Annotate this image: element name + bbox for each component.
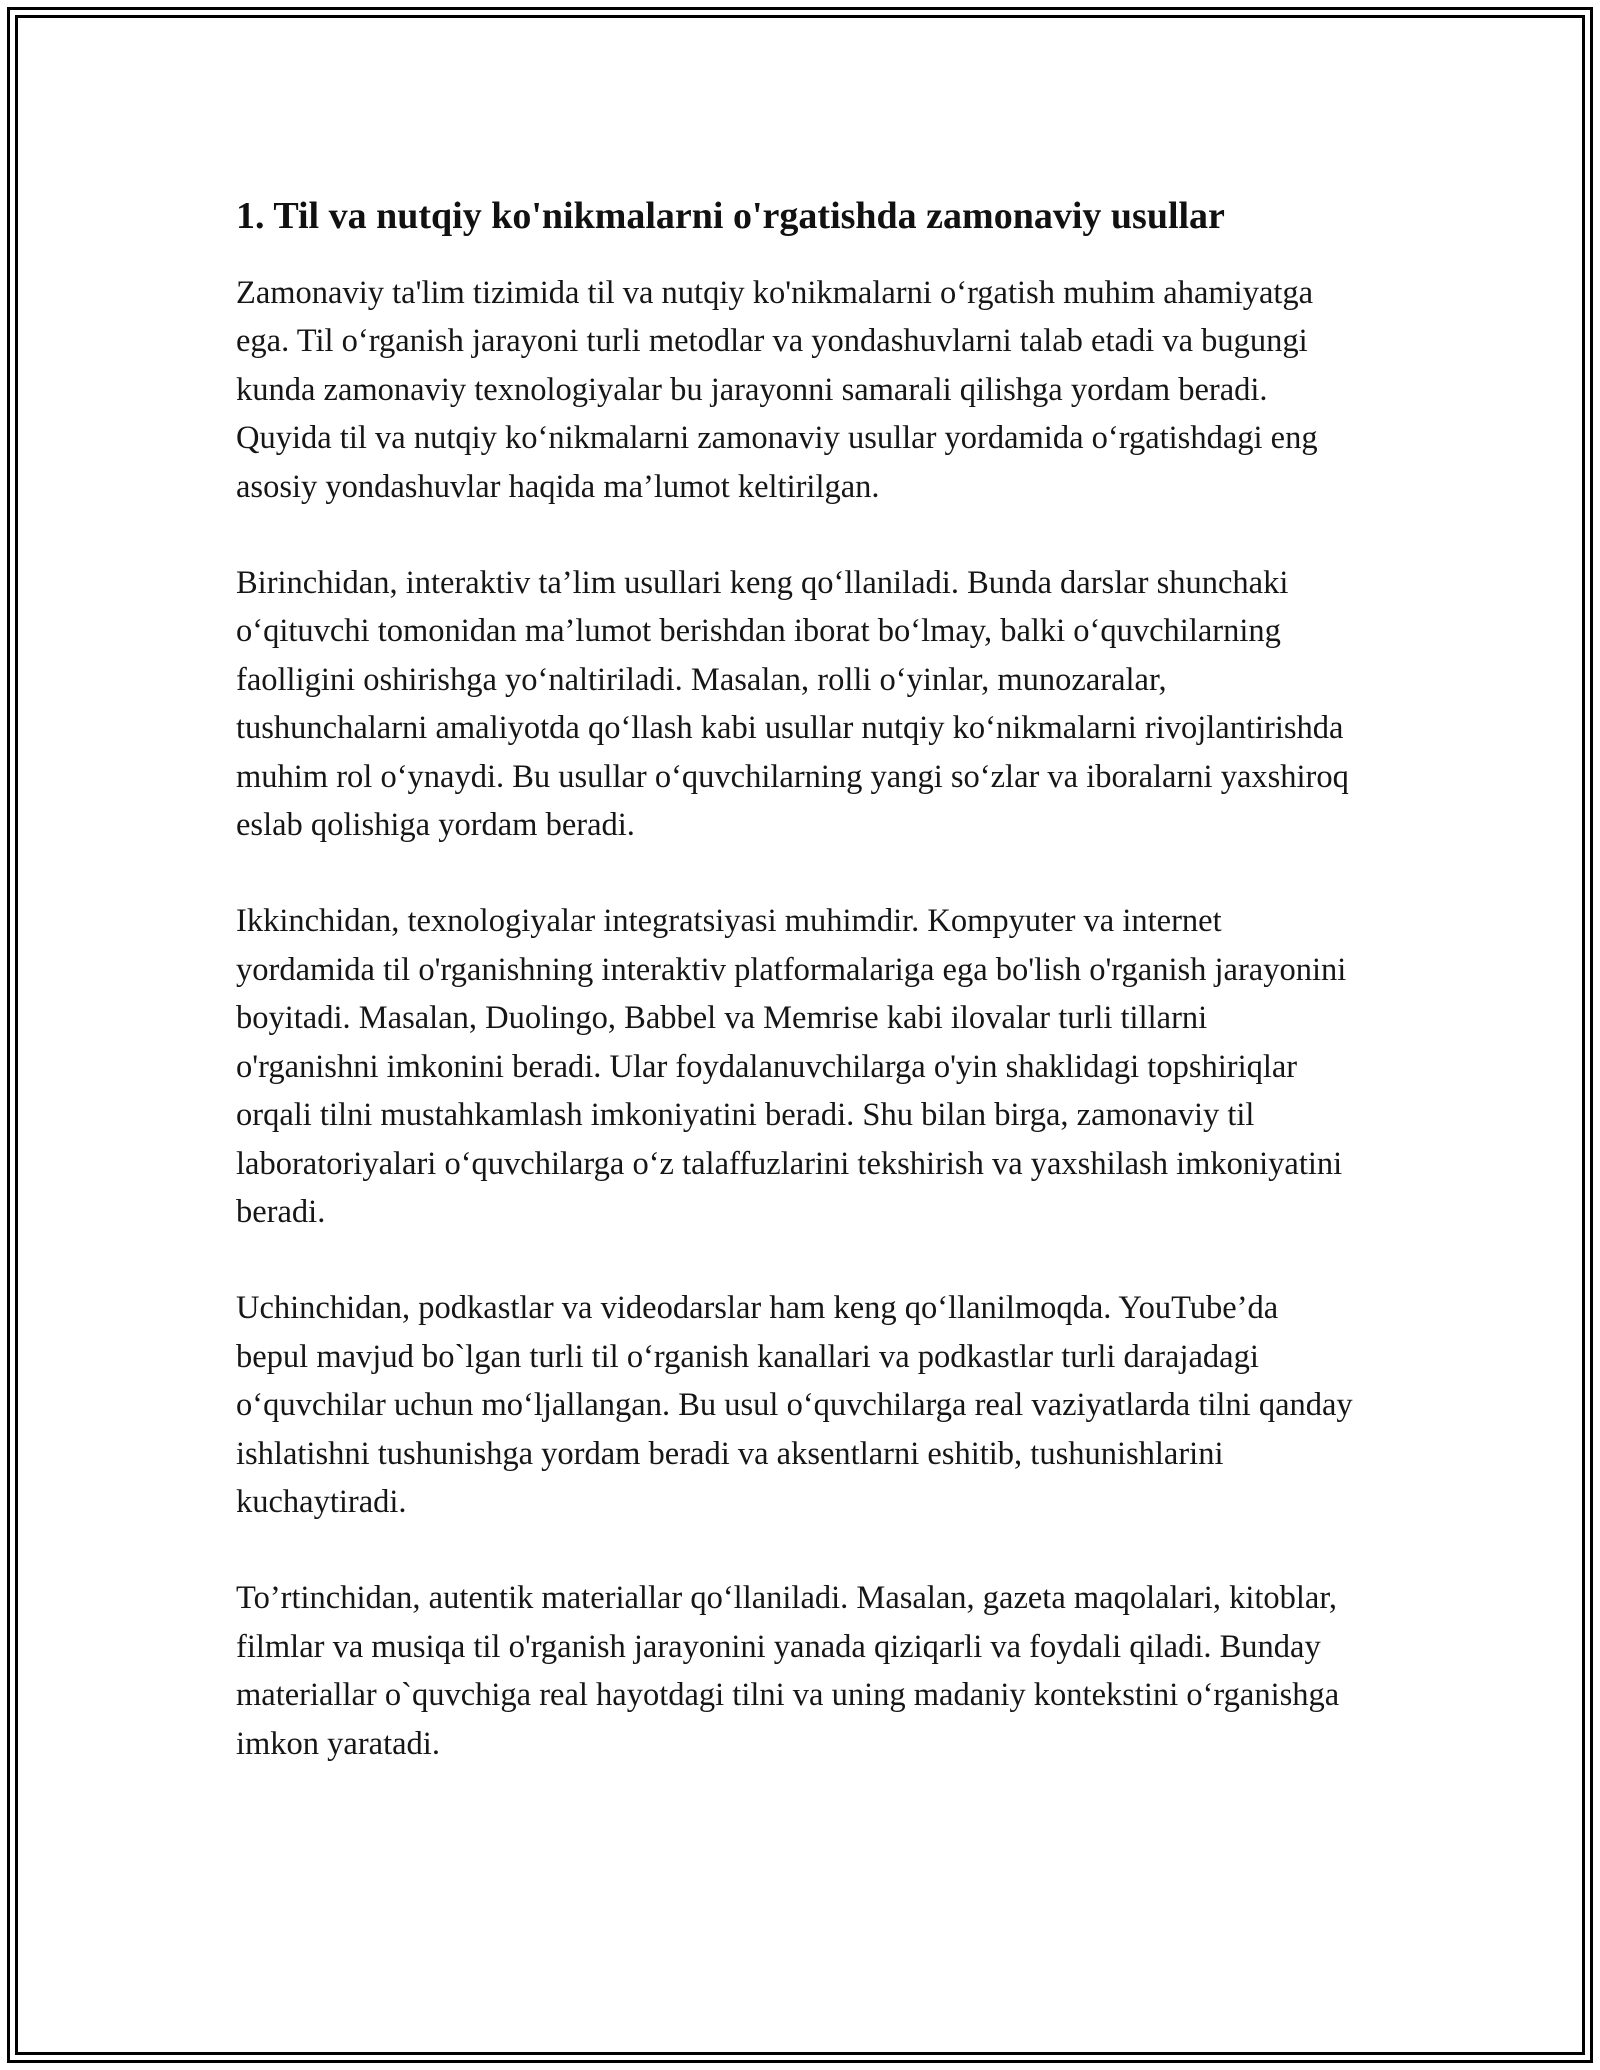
paragraph-intro: Zamonaviy ta'lim tizimida til va nutqiy ko'nikmalarni o‘rgatish muhim ahamiyatga ega. Til o‘rganish jarayoni turli metodlar va yondashuvlarni talab etadi va bugungi kunda zamonaviy texnologiyalar bu jarayonni samarali qilishga yordam beradi. Quyida til va nutqiy ko‘nikmalarni zamonaviy usullar yordamida o‘rgatishdagi eng asosiy yondashuvlar haqida ma’lumot keltirilgan. <box>236 275 1318 505</box>
paragraph-first: Birinchidan, interaktiv ta’lim usullari keng qo‘llaniladi. Bunda darslar shunchaki o‘qituvchi tomonidan ma’lumot berishdan iborat bo‘lmay, balki o‘quvchilarning faolligini oshirishga yo‘naltiriladi. Masalan, rolli o‘yinlar, munozaralar, tushunchalarni amaliyotda qo‘llash kabi usullar nutqiy ko‘nikmalarni rivojlantirishda muhim rol o‘ynaydi. Bu usullar o‘quvchilarning yangi so‘zlar va iboralarni yaxshiroq eslab qolishiga yordam beradi. <box>236 565 1349 844</box>
document-body <box>236 188 1356 1816</box>
paragraph-fourth: To’rtinchidan, autentik materiallar qo‘llaniladi. Masalan, gazeta maqolalari, kitoblar, filmlar va musiqa til o'rganish jarayonini yanada qiziqarli va foydali qiladi. Bunday materiallar o`quvchiga real hayotdagi tilni va uning madaniy kontekstini o‘rganishga imkon yaratadi. <box>236 1580 1340 1762</box>
paragraph-second: Ikkinchidan, texnologiyalar integratsiyasi muhimdir. Kompyuter va internet yordamida til o'rganishning interaktiv platformalariga ega bo'lish o'rganish jarayonini boyitadi. Masalan, Duolingo, Babbel va Memrise kabi ilovalar turli tillarni o'rganishni imkonini beradi. Ular foydalanuvchilarga o'yin shaklidagi topshiriqlar orqali tilni mustahkamlash imkoniyatini beradi. Shu bilan birga, zamonaviy til laboratoriyalari o‘quvchilarga o‘z talaffuzlarini tekshirish va yaxshilash imkoniyatini beradi. <box>236 903 1347 1230</box>
section-heading: 1. Til va nutqiy ko'nikmalarni o'rgatishda zamonaviy usullar <box>236 195 1225 237</box>
paragraph-third: Uchinchidan, podkastlar va videodarslar ham keng qo‘llanilmoqda. YouTube’da bepul mavjud bo`lgan turli til o‘rganish kanallari va podkastlar turli darajadagi o‘quvchilar uchun mo‘ljallangan. Bu usul o‘quvchilarga real vaziyatlarda tilni qanday ishlatishni tushunishga yordam beradi va aksentlarni eshitib, tushunishlarini kuchaytiradi. <box>236 1290 1353 1520</box>
